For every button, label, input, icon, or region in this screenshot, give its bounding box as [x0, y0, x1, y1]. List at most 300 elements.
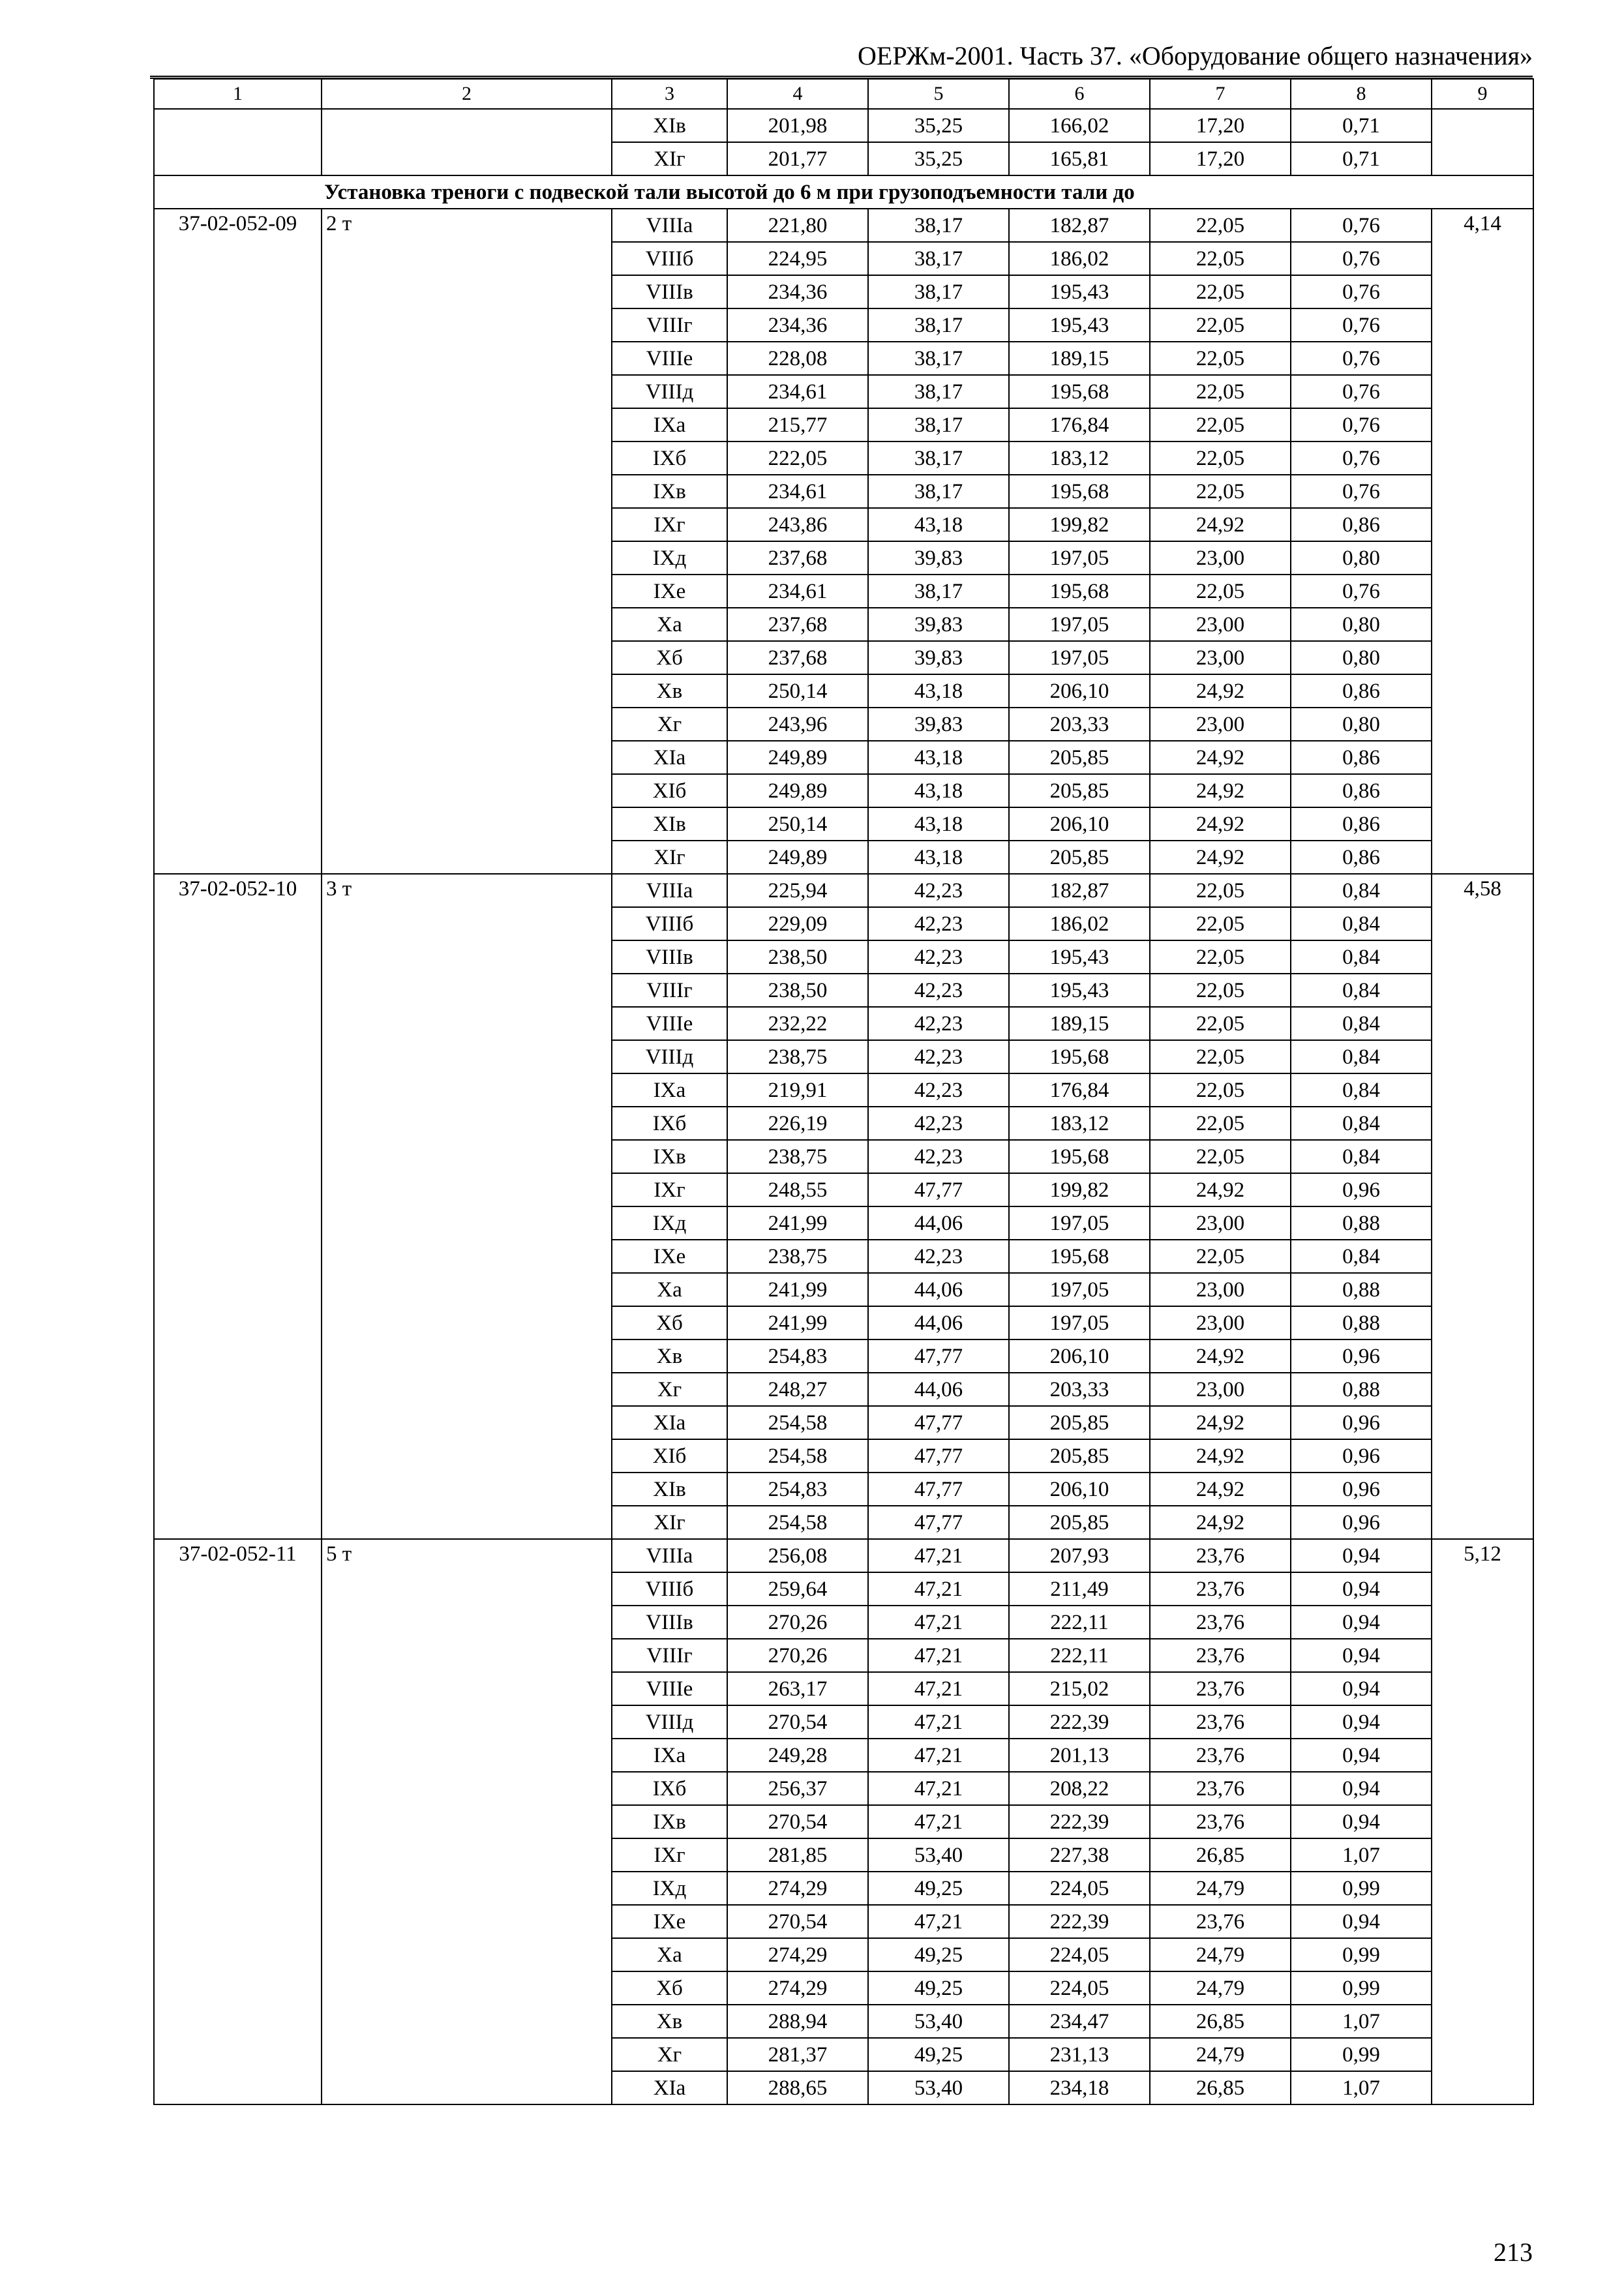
value-cell: 183,12: [1009, 1107, 1150, 1140]
value-cell: 22,05: [1150, 940, 1291, 974]
value-cell: 250,14: [727, 807, 868, 841]
value-cell: 263,17: [727, 1672, 868, 1705]
value-cell: VIIIв: [612, 1606, 727, 1639]
value-cell: 38,17: [868, 408, 1009, 441]
value-cell: VIIIб: [612, 242, 727, 275]
value-cell: 234,36: [727, 308, 868, 342]
value-cell: Xб: [612, 1306, 727, 1339]
item-c9: 4,58: [1432, 874, 1533, 1539]
value-cell: 0,94: [1291, 1606, 1432, 1639]
value-cell: 38,17: [868, 242, 1009, 275]
item-name: 2 т: [322, 209, 612, 874]
value-cell: 23,76: [1150, 1739, 1291, 1772]
value-cell: 0,76: [1291, 475, 1432, 508]
value-cell: 206,10: [1009, 1473, 1150, 1506]
value-cell: 47,21: [868, 1572, 1009, 1606]
value-cell: 22,05: [1150, 1007, 1291, 1040]
value-cell: 182,87: [1009, 874, 1150, 907]
value-cell: 22,05: [1150, 1040, 1291, 1073]
value-cell: 0,76: [1291, 408, 1432, 441]
value-cell: 53,40: [868, 2071, 1009, 2104]
value-cell: 224,05: [1009, 1938, 1150, 1971]
value-cell: 195,68: [1009, 375, 1150, 408]
value-cell: 0,96: [1291, 1406, 1432, 1439]
value-cell: 203,33: [1009, 708, 1150, 741]
item-code: 37-02-052-10: [154, 874, 322, 1539]
value-cell: 26,85: [1150, 2005, 1291, 2038]
value-cell: 274,29: [727, 1938, 868, 1971]
value-cell: 250,14: [727, 674, 868, 708]
value-cell: 249,89: [727, 841, 868, 874]
value-cell: 254,58: [727, 1406, 868, 1439]
value-cell: 42,23: [868, 1107, 1009, 1140]
value-cell: 22,05: [1150, 974, 1291, 1007]
value-cell: 24,92: [1150, 508, 1291, 541]
value-cell: 23,76: [1150, 1805, 1291, 1838]
value-cell: 0,86: [1291, 841, 1432, 874]
value-cell: 47,21: [868, 1805, 1009, 1838]
value-cell: 0,99: [1291, 1872, 1432, 1905]
value-cell: 0,96: [1291, 1506, 1432, 1539]
value-cell: VIIIа: [612, 874, 727, 907]
value-cell: 206,10: [1009, 674, 1150, 708]
value-cell: XIа: [612, 1406, 727, 1439]
value-cell: 205,85: [1009, 774, 1150, 807]
value-cell: 195,68: [1009, 1040, 1150, 1073]
value-cell: Xв: [612, 2005, 727, 2038]
table-row: [154, 109, 1533, 142]
value-cell: 42,23: [868, 874, 1009, 907]
page-header: ОЕРЖм-2001. Часть 37. «Оборудование общего назначения»: [150, 38, 1533, 79]
value-cell: 44,06: [868, 1273, 1009, 1306]
value-cell: 205,85: [1009, 741, 1150, 774]
value-cell: 270,26: [727, 1606, 868, 1639]
value-cell: VIIIг: [612, 1639, 727, 1672]
value-cell: 215,77: [727, 408, 868, 441]
value-cell: 0,96: [1291, 1339, 1432, 1373]
value-cell: 47,21: [868, 1772, 1009, 1805]
value-cell: 26,85: [1150, 1838, 1291, 1872]
value-cell: 197,05: [1009, 1273, 1150, 1306]
value-cell: 234,18: [1009, 2071, 1150, 2104]
value-cell: 22,05: [1150, 874, 1291, 907]
value-cell: 24,92: [1150, 1406, 1291, 1439]
value-cell: 201,77: [727, 142, 868, 175]
value-cell: 47,77: [868, 1173, 1009, 1206]
value-cell: 254,58: [727, 1506, 868, 1539]
value-cell: 205,85: [1009, 841, 1150, 874]
value-cell: 189,15: [1009, 342, 1150, 375]
value-cell: 0,96: [1291, 1439, 1432, 1473]
value-cell: VIIIд: [612, 1040, 727, 1073]
value-cell: VIIIв: [612, 275, 727, 308]
value-cell: 49,25: [868, 2038, 1009, 2071]
value-cell: 24,79: [1150, 1938, 1291, 1971]
value-cell: 44,06: [868, 1306, 1009, 1339]
value-cell: 227,38: [1009, 1838, 1150, 1872]
value-cell: 238,75: [727, 1240, 868, 1273]
value-cell: 0,86: [1291, 508, 1432, 541]
value-cell: 222,05: [727, 441, 868, 475]
value-cell: 254,83: [727, 1473, 868, 1506]
value-cell: 274,29: [727, 1872, 868, 1905]
section-title: Установка треноги с подвеской тали высотой до 6 м при грузоподъемности тали до: [154, 175, 1533, 209]
column-number-cell: 6: [1009, 79, 1150, 109]
value-cell: VIIIб: [612, 907, 727, 940]
value-cell: 42,23: [868, 1140, 1009, 1173]
value-cell: IXг: [612, 1838, 727, 1872]
column-number-cell: 1: [154, 79, 322, 109]
value-cell: 243,96: [727, 708, 868, 741]
value-cell: XIг: [612, 1506, 727, 1539]
value-cell: 0,84: [1291, 940, 1432, 974]
value-cell: 166,02: [1009, 109, 1150, 142]
value-cell: 22,05: [1150, 308, 1291, 342]
value-cell: XIа: [612, 2071, 727, 2104]
value-cell: 0,99: [1291, 2038, 1432, 2071]
value-cell: Xг: [612, 1373, 727, 1406]
value-cell: 197,05: [1009, 541, 1150, 575]
value-cell: 0,86: [1291, 807, 1432, 841]
value-cell: 215,02: [1009, 1672, 1150, 1705]
value-cell: 238,50: [727, 974, 868, 1007]
value-cell: IXв: [612, 475, 727, 508]
value-cell: 199,82: [1009, 1173, 1150, 1206]
value-cell: 24,92: [1150, 1339, 1291, 1373]
value-cell: 254,83: [727, 1339, 868, 1373]
value-cell: 43,18: [868, 774, 1009, 807]
value-cell: 47,21: [868, 1606, 1009, 1639]
value-cell: 228,08: [727, 342, 868, 375]
value-cell: 238,75: [727, 1040, 868, 1073]
value-cell: 23,00: [1150, 708, 1291, 741]
value-cell: 0,86: [1291, 741, 1432, 774]
value-cell: 224,05: [1009, 1971, 1150, 2005]
value-cell: 0,94: [1291, 1805, 1432, 1838]
value-cell: 23,76: [1150, 1772, 1291, 1805]
column-number-cell: 4: [727, 79, 868, 109]
column-number-cell: 3: [612, 79, 727, 109]
price-table: [153, 78, 1534, 2105]
item-c9: 5,12: [1432, 1539, 1533, 2104]
value-cell: 22,05: [1150, 575, 1291, 608]
value-cell: 186,02: [1009, 242, 1150, 275]
value-cell: 0,94: [1291, 1639, 1432, 1672]
value-cell: 0,84: [1291, 1107, 1432, 1140]
value-cell: 0,88: [1291, 1373, 1432, 1406]
value-cell: 17,20: [1150, 142, 1291, 175]
value-cell: 241,99: [727, 1306, 868, 1339]
value-cell: 38,17: [868, 308, 1009, 342]
value-cell: 22,05: [1150, 242, 1291, 275]
value-cell: VIIIе: [612, 1007, 727, 1040]
table-row: [154, 1539, 1533, 1572]
value-cell: 232,22: [727, 1007, 868, 1040]
value-cell: 270,54: [727, 1905, 868, 1938]
value-cell: 0,94: [1291, 1772, 1432, 1805]
value-cell: VIIIа: [612, 209, 727, 242]
value-cell: XIг: [612, 142, 727, 175]
value-cell: 0,76: [1291, 342, 1432, 375]
value-cell: 35,25: [868, 109, 1009, 142]
value-cell: 22,05: [1150, 441, 1291, 475]
value-cell: 249,89: [727, 741, 868, 774]
value-cell: 237,68: [727, 541, 868, 575]
value-cell: 201,98: [727, 109, 868, 142]
value-cell: XIб: [612, 774, 727, 807]
column-number-cell: 2: [322, 79, 612, 109]
value-cell: 224,95: [727, 242, 868, 275]
item-code: 37-02-052-11: [154, 1539, 322, 2104]
value-cell: XIв: [612, 109, 727, 142]
value-cell: 288,65: [727, 2071, 868, 2104]
value-cell: 0,76: [1291, 209, 1432, 242]
value-cell: 222,11: [1009, 1639, 1150, 1672]
value-cell: 22,05: [1150, 1073, 1291, 1107]
value-cell: 197,05: [1009, 641, 1150, 674]
value-cell: 23,00: [1150, 641, 1291, 674]
value-cell: 47,77: [868, 1339, 1009, 1373]
value-cell: 22,05: [1150, 1140, 1291, 1173]
value-cell: 42,23: [868, 1040, 1009, 1073]
value-cell: 0,96: [1291, 1473, 1432, 1506]
value-cell: 38,17: [868, 475, 1009, 508]
value-cell: 0,94: [1291, 1539, 1432, 1572]
value-cell: XIв: [612, 807, 727, 841]
value-cell: 38,17: [868, 342, 1009, 375]
value-cell: 288,94: [727, 2005, 868, 2038]
value-cell: 0,88: [1291, 1206, 1432, 1240]
value-cell: 47,21: [868, 1539, 1009, 1572]
value-cell: 234,36: [727, 275, 868, 308]
value-cell: 0,86: [1291, 674, 1432, 708]
value-cell: 256,08: [727, 1539, 868, 1572]
value-cell: 22,05: [1150, 209, 1291, 242]
value-cell: 0,99: [1291, 1938, 1432, 1971]
value-cell: Xа: [612, 608, 727, 641]
value-cell: 23,00: [1150, 1373, 1291, 1406]
value-cell: 0,88: [1291, 1306, 1432, 1339]
value-cell: 224,05: [1009, 1872, 1150, 1905]
value-cell: 195,43: [1009, 974, 1150, 1007]
value-cell: 24,92: [1150, 1173, 1291, 1206]
value-cell: 0,80: [1291, 708, 1432, 741]
table-row: [154, 209, 1533, 242]
value-cell: 197,05: [1009, 1206, 1150, 1240]
value-cell: 24,92: [1150, 1439, 1291, 1473]
value-cell: 38,17: [868, 575, 1009, 608]
column-number-row: [154, 79, 1533, 109]
value-cell: 39,83: [868, 541, 1009, 575]
value-cell: Xб: [612, 1971, 727, 2005]
value-cell: 176,84: [1009, 1073, 1150, 1107]
value-cell: 24,92: [1150, 807, 1291, 841]
value-cell: 22,05: [1150, 1107, 1291, 1140]
value-cell: IXб: [612, 1772, 727, 1805]
value-cell: IXа: [612, 1073, 727, 1107]
column-number-cell: 7: [1150, 79, 1291, 109]
value-cell: 234,61: [727, 575, 868, 608]
value-cell: 22,05: [1150, 342, 1291, 375]
value-cell: 0,94: [1291, 1705, 1432, 1739]
page-number: 213: [1494, 2237, 1533, 2267]
value-cell: 49,25: [868, 1872, 1009, 1905]
value-cell: VIIIв: [612, 940, 727, 974]
value-cell: 281,85: [727, 1838, 868, 1872]
value-cell: IXв: [612, 1140, 727, 1173]
value-cell: 24,92: [1150, 674, 1291, 708]
value-cell: 42,23: [868, 1240, 1009, 1273]
value-cell: 0,99: [1291, 1971, 1432, 2005]
value-cell: 226,19: [727, 1107, 868, 1140]
value-cell: Xв: [612, 674, 727, 708]
value-cell: 231,13: [1009, 2038, 1150, 2071]
value-cell: IXб: [612, 441, 727, 475]
value-cell: 23,76: [1150, 1606, 1291, 1639]
value-cell: 225,94: [727, 874, 868, 907]
value-cell: 24,79: [1150, 1971, 1291, 2005]
value-cell: IXв: [612, 1805, 727, 1838]
value-cell: 23,76: [1150, 1905, 1291, 1938]
value-cell: 43,18: [868, 841, 1009, 874]
value-cell: VIIIд: [612, 1705, 727, 1739]
value-cell: 38,17: [868, 275, 1009, 308]
value-cell: 241,99: [727, 1273, 868, 1306]
value-cell: 270,54: [727, 1705, 868, 1739]
value-cell: 197,05: [1009, 1306, 1150, 1339]
value-cell: IXд: [612, 1872, 727, 1905]
value-cell: 248,27: [727, 1373, 868, 1406]
value-cell: IXг: [612, 508, 727, 541]
value-cell: VIIIг: [612, 974, 727, 1007]
value-cell: 270,54: [727, 1805, 868, 1838]
value-cell: 211,49: [1009, 1572, 1150, 1606]
value-cell: 241,99: [727, 1206, 868, 1240]
value-cell: 47,21: [868, 1905, 1009, 1938]
value-cell: 23,76: [1150, 1539, 1291, 1572]
value-cell: 23,76: [1150, 1639, 1291, 1672]
value-cell: 24,79: [1150, 2038, 1291, 2071]
value-cell: 206,10: [1009, 1339, 1150, 1373]
value-cell: 176,84: [1009, 408, 1150, 441]
value-cell: 0,88: [1291, 1273, 1432, 1306]
value-cell: IXг: [612, 1173, 727, 1206]
value-cell: 222,39: [1009, 1705, 1150, 1739]
value-cell: 23,00: [1150, 1206, 1291, 1240]
value-cell: 53,40: [868, 1838, 1009, 1872]
value-cell: IXе: [612, 575, 727, 608]
value-cell: 44,06: [868, 1373, 1009, 1406]
value-cell: 0,84: [1291, 1240, 1432, 1273]
value-cell: 0,71: [1291, 142, 1432, 175]
value-cell: 208,22: [1009, 1772, 1150, 1805]
value-cell: 47,77: [868, 1473, 1009, 1506]
value-cell: 234,47: [1009, 2005, 1150, 2038]
value-cell: 195,68: [1009, 1140, 1150, 1173]
value-cell: 222,11: [1009, 1606, 1150, 1639]
value-cell: 195,43: [1009, 275, 1150, 308]
value-cell: 44,06: [868, 1206, 1009, 1240]
value-cell: 35,25: [868, 142, 1009, 175]
value-cell: 259,64: [727, 1572, 868, 1606]
value-cell: 38,17: [868, 441, 1009, 475]
value-cell: 0,96: [1291, 1173, 1432, 1206]
value-cell: 22,05: [1150, 475, 1291, 508]
value-cell: 17,20: [1150, 109, 1291, 142]
value-cell: VIIIг: [612, 308, 727, 342]
value-cell: 0,84: [1291, 874, 1432, 907]
value-cell: Xа: [612, 1273, 727, 1306]
value-cell: 47,21: [868, 1705, 1009, 1739]
value-cell: 42,23: [868, 1007, 1009, 1040]
value-cell: 249,28: [727, 1739, 868, 1772]
value-cell: VIIIд: [612, 375, 727, 408]
value-cell: IXе: [612, 1905, 727, 1938]
value-cell: 0,76: [1291, 242, 1432, 275]
value-cell: 0,84: [1291, 907, 1432, 940]
value-cell: 23,76: [1150, 1572, 1291, 1606]
value-cell: 205,85: [1009, 1439, 1150, 1473]
code-cell: [154, 109, 322, 175]
item-name: 5 т: [322, 1539, 612, 2104]
value-cell: 195,68: [1009, 1240, 1150, 1273]
value-cell: 42,23: [868, 974, 1009, 1007]
value-cell: VIIIе: [612, 342, 727, 375]
value-cell: 26,85: [1150, 2071, 1291, 2104]
value-cell: 182,87: [1009, 209, 1150, 242]
value-cell: 23,76: [1150, 1705, 1291, 1739]
value-cell: 23,00: [1150, 1306, 1291, 1339]
value-cell: 229,09: [727, 907, 868, 940]
value-cell: 24,79: [1150, 1872, 1291, 1905]
value-cell: 195,43: [1009, 940, 1150, 974]
value-cell: 39,83: [868, 708, 1009, 741]
value-cell: 0,84: [1291, 1007, 1432, 1040]
value-cell: XIб: [612, 1439, 727, 1473]
value-cell: 43,18: [868, 508, 1009, 541]
value-cell: 0,84: [1291, 1140, 1432, 1173]
value-cell: 22,05: [1150, 408, 1291, 441]
value-cell: 23,76: [1150, 1672, 1291, 1705]
value-cell: 0,80: [1291, 541, 1432, 575]
value-cell: 195,68: [1009, 475, 1150, 508]
value-cell: 205,85: [1009, 1506, 1150, 1539]
value-cell: IXд: [612, 1206, 727, 1240]
value-cell: 47,77: [868, 1506, 1009, 1539]
value-cell: 42,23: [868, 907, 1009, 940]
value-cell: 24,92: [1150, 1506, 1291, 1539]
value-cell: Xг: [612, 2038, 727, 2071]
value-cell: 248,55: [727, 1173, 868, 1206]
value-cell: IXа: [612, 1739, 727, 1772]
section-title-row: [154, 175, 1533, 209]
value-cell: 274,29: [727, 1971, 868, 2005]
item-code: 37-02-052-09: [154, 209, 322, 874]
value-cell: 237,68: [727, 641, 868, 674]
value-cell: 43,18: [868, 741, 1009, 774]
column-number-cell: 8: [1291, 79, 1432, 109]
column-number-cell: 9: [1432, 79, 1533, 109]
value-cell: VIIIе: [612, 1672, 727, 1705]
value-cell: 1,07: [1291, 2005, 1432, 2038]
value-cell: 249,89: [727, 774, 868, 807]
value-cell: 243,86: [727, 508, 868, 541]
value-cell: 186,02: [1009, 907, 1150, 940]
value-cell: XIв: [612, 1473, 727, 1506]
value-cell: 47,77: [868, 1439, 1009, 1473]
value-cell: 43,18: [868, 807, 1009, 841]
value-cell: 281,37: [727, 2038, 868, 2071]
